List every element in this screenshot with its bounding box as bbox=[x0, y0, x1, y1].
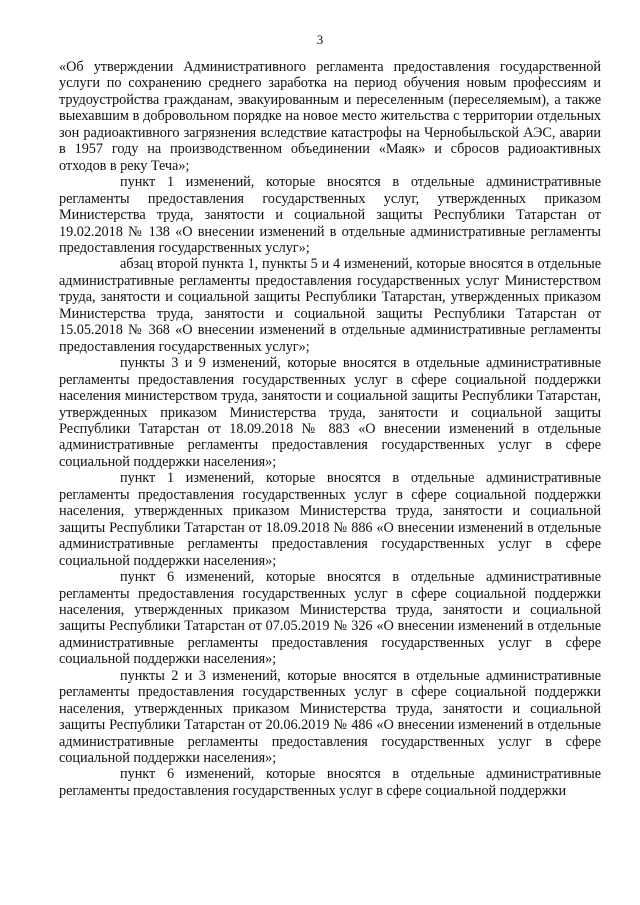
paragraph-order-138: пункт 1 изменений, которые вносятся в отдельные административные регламенты предоставления государственных услуг, утвержденных приказом Министерства труда, занятости и социальной защиты Республики Татарстан от 19.02.2018 № 138 «О внесении изменений в отдельные административные регламенты предоставления государственных услуг»; bbox=[59, 174, 601, 256]
paragraph-order-486: пункты 2 и 3 изменений, которые вносятся в отдельные административные регламенты предоставления государственных услуг в сфере социальной поддержки населения, утвержденных приказом Министерства труда, занятости и социальной защиты Республики Татарстан от 20.06.2019 № 486 «О внесении изменений в отдельные административные регламенты предоставления государственных услуг в сфере социальной поддержки населения»; bbox=[59, 667, 601, 767]
paragraph-order-326: пункт 6 изменений, которые вносятся в отдельные административные регламенты предоставления государственных услуг в сфере социальной поддержки населения, утвержденных приказом Министерства труда, занятости и социальной защиты Республики Татарстан от 07.05.2019 № 326 «О внесении изменений в отдельные административные регламенты предоставления государственных услуг в сфере социальной поддержки населения»; bbox=[59, 569, 601, 668]
paragraph-order-368: абзац второй пункта 1, пункты 5 и 4 изменений, которые вносятся в отдельные административные регламенты предоставления государственных услуг Министерством труда, занятости и социальной защиты Республики Татарстан, утвержденных приказом Министерства труда, занятости и социальной защиты Республики Татарстан от 15.05.2018 № 368 «О внесении изменений в отдельные административные регламенты предоставления государственных услуг»; bbox=[59, 256, 601, 355]
page-number: 3 bbox=[316, 32, 324, 47]
paragraph-regulation-title-continuation: «Об утверждении Административного регламента предоставления государственной услуги по сохранению среднего заработка на период обучения новым профессиям и трудоустройства гражданам, эвакуированным и переселенным (переселяемым), а также выехавшим в добровольном порядке на новое место жительства с территории отдельных зон радиоактивного загрязнения вследствие катастрофы на Чернобыльской АЭС, аварии в 1957 году на производственном объединении «Маяк» и сбросов радиоактивных отходов в реку Теча»; bbox=[59, 59, 601, 174]
paragraph-order-883: пункты 3 и 9 изменений, которые вносятся в отдельные административные регламенты предоставления государственных услуг в сфере социальной поддержки населения министерством труда, занятости и социальной защиты Республики Татарстан, утвержденных приказом Министерства труда, занятости и социальной защиты Республики Татарстан от 18.09.2018 № 883 «О внесении изменений в отдельные административные регламенты предоставления государственных услуг в сфере социальной поддержки населения»; bbox=[59, 355, 601, 470]
document-body bbox=[59, 59, 601, 799]
paragraph-order-886: пункт 1 изменений, которые вносятся в отдельные административные регламенты предоставления государственных услуг в сфере социальной поддержки населения, утвержденных приказом Министерства труда, занятости и социальной защиты Республики Татарстан от 18.09.2018 № 886 «О внесении изменений в отдельные административные регламенты предоставления государственных услуг в сфере социальной поддержки населения»; bbox=[59, 470, 601, 569]
paragraph-continued: пункт 6 изменений, которые вносятся в отдельные административные регламенты предоставления государственных услуг в сфере социальной поддержки bbox=[59, 766, 601, 799]
